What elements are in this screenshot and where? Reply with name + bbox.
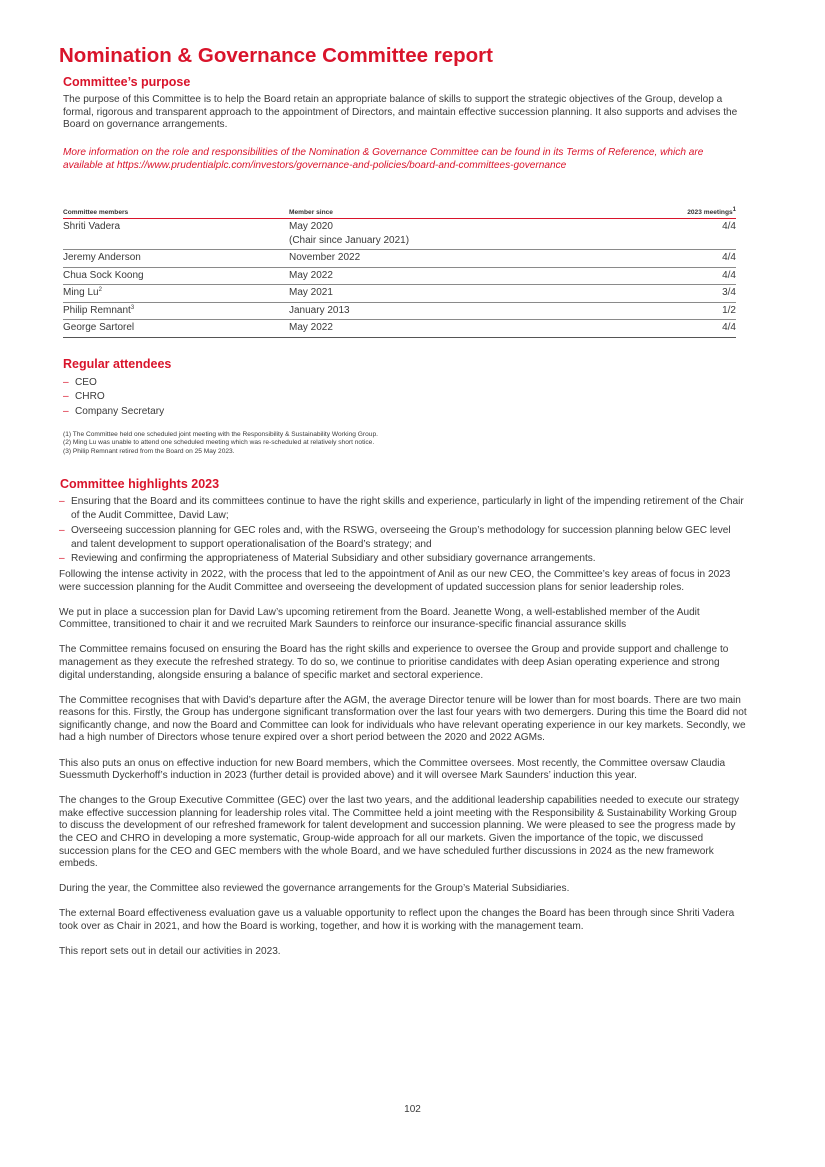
member-name: Philip Remnant$^3$ [63, 302, 289, 320]
purpose-text: The purpose of this Committee is to help the Board retain an appropriate balance of skills to support the strategic objectives of the Group, develop a formal, rigorous and transparent approach to the appointment of Directors, and maintain effective succession planning. It also supports and advises the Board on governance arrangements. [63, 94, 738, 131]
table-row [63, 302, 736, 320]
table-row [63, 320, 736, 338]
more-info-link-text[interactable]: More information on the role and responsibilities of the Nomination & Governance Committee can be found in its Terms of Reference, which are available at https://www.prudentialplc.com/investors/governance-and-policies/board-and-committees-governance [63, 147, 704, 171]
list-item: – Ensuring that the Board and its committees continue to have the right skills and experience, particularly in light of the impending retirement of the Chair of the Audit Committee, David Law; [59, 495, 747, 524]
member-meetings: 4/4 [589, 219, 736, 250]
member-meetings: 4/4 [589, 320, 736, 338]
footnote: (1) The Committee held one scheduled joint meeting with the Responsibility & Sustainability Working Group. [63, 431, 378, 438]
table-row [63, 219, 736, 250]
paragraph: This report sets out in detail our activities in 2023. [59, 946, 281, 958]
member-meetings: 3/4 [589, 285, 736, 303]
attendees-heading: Regular attendees [63, 357, 172, 371]
paragraph: During the year, the Committee also reviewed the governance arrangements for the Group’s Material Subsidiaries. [59, 883, 570, 895]
header-committee-members: Committee members [63, 206, 289, 219]
member-meetings: 4/4 [589, 250, 736, 268]
table-row [63, 285, 736, 303]
member-name: Jeremy Anderson [63, 250, 289, 268]
paragraph: We put in place a succession plan for David Law’s upcoming retirement from the Board. Jeanette Wong, a well-established member of the Audit Committee, transitioned to chair it and we recruited Mark Saunders to reinforce our insurance-specific financial assurance skills [59, 606, 700, 631]
member-since: May 2020 (Chair since January 2021) [289, 219, 589, 250]
paragraph: This also puts an onus on effective induction for new Board members, which the Committee oversees. Most recently, the Committee oversaw Claudia Suessmuth Dyckerhoff’s induction in 2023 (further detail is provided above) and it will oversee Mark Saunders’ induction this year. [59, 757, 726, 782]
member-name: Ming Lu$^2$ [63, 285, 289, 303]
member-meetings: 1/2 [589, 302, 736, 320]
header-meetings: 2023 meetings$^1$ [589, 206, 736, 219]
member-since: November 2022 [289, 250, 589, 268]
member-name: Shriti Vadera [63, 219, 289, 250]
page-number: 102 [404, 1104, 421, 1115]
list-item: – CEO [63, 376, 164, 390]
purpose-heading: Committee’s purpose [63, 75, 191, 89]
members-table [63, 206, 736, 338]
paragraph: Following the intense activity in 2022, with the process that led to the appointment of Anil as our new CEO, the Committee’s key areas of focus in 2023 were succession planning for the Audit Committee and overseeing the development of updated succession plans for senior leadership roles. [59, 569, 731, 593]
member-name: Chua Sock Koong [63, 267, 289, 285]
footnote-marker: 1 [732, 207, 736, 213]
highlights-body [59, 569, 747, 971]
list-item: – Overseeing succession planning for GEC roles and, with the RSWG, overseeing the Group’s methodology for succession planning below GEC level and talent development to support operationalisation of the Board’s strategy; and [59, 524, 747, 553]
table-header-row [63, 206, 736, 219]
header-member-since: Member since [289, 206, 589, 219]
member-since: January 2013 [289, 302, 589, 320]
paragraph: The Committee recognises that with David’s departure after the AGM, the average Director tenure will be lower than for most boards. There are two main reasons for this. Firstly, the Group has undergone significant transformation over the last four years with two demergers. During this time the Board did not significantly change, and now the Board and Committee can look for individuals who have relevant operating experience in our key markets. Secondly, we had a high number of Directors whose tenure expired over a short period between the 2020 and 2022 AGMs. [59, 694, 747, 744]
member-since: May 2022 [289, 320, 589, 338]
member-since: May 2022 [289, 267, 589, 285]
list-item: – Company Secretary [63, 405, 164, 419]
list-item: – Reviewing and confirming the appropriateness of Material Subsidiary and other subsidiary governance arrangements. [59, 552, 747, 566]
footnote: (2) Ming Lu was unable to attend one scheduled meeting which was re-scheduled at relatively short notice. [63, 439, 375, 447]
list-item: – CHRO [63, 390, 164, 404]
member-since: May 2021 [289, 285, 589, 303]
paragraph: The external Board effectiveness evaluation gave us a valuable opportunity to reflect upon the changes the Board has been through since Shriti Vadera took over as Chair in 2021, and how the Board is working, together, and how it is working with the management team. [59, 908, 735, 932]
highlights-heading: Committee highlights 2023 [60, 477, 220, 491]
member-name: George Sartorel [63, 320, 289, 338]
table-row [63, 250, 736, 268]
member-meetings: 4/4 [589, 267, 736, 285]
paragraph: The changes to the Group Executive Committee (GEC) over the last two years, and the additional leadership capabilities needed to execute our strategy make effective succession planning for leadership roles vital. The Committee held a joint meeting with the Responsibility & Sustainability Working Group to discuss the development of our refreshed framework for talent development and succession planning. We were pleased to see the progress made by the CEO and CHRO in developing a more systematic, Group-wide approach for all our markets. Given the importance of the topic, we discussed succession plans for the CEO and GEC members with the whole Board, and we have scheduled further discussions in 2024 as the new framework embeds. [59, 795, 740, 870]
paragraph: The Committee remains focused on ensuring the Board has the right skills and experience to oversee the Group and provide support and challenge to management as they execute the refreshed strategy. To do so, we continue to prioritise candidates with deep Asian operating experience and strong digital understanding, alongside ensuring a balance of specific market and sectoral experience. [59, 644, 729, 681]
highlights-list [59, 495, 747, 566]
attendees-list [63, 376, 164, 419]
footnote: (3) Philip Remnant retired from the Board on 25 May 2023. [63, 447, 235, 455]
chair-since-note: (Chair since January 2021) [289, 234, 410, 246]
page-title: Nomination & Governance Committee report [59, 44, 493, 67]
footnotes [63, 431, 378, 456]
table-row [63, 267, 736, 285]
report-page [59, 44, 747, 958]
